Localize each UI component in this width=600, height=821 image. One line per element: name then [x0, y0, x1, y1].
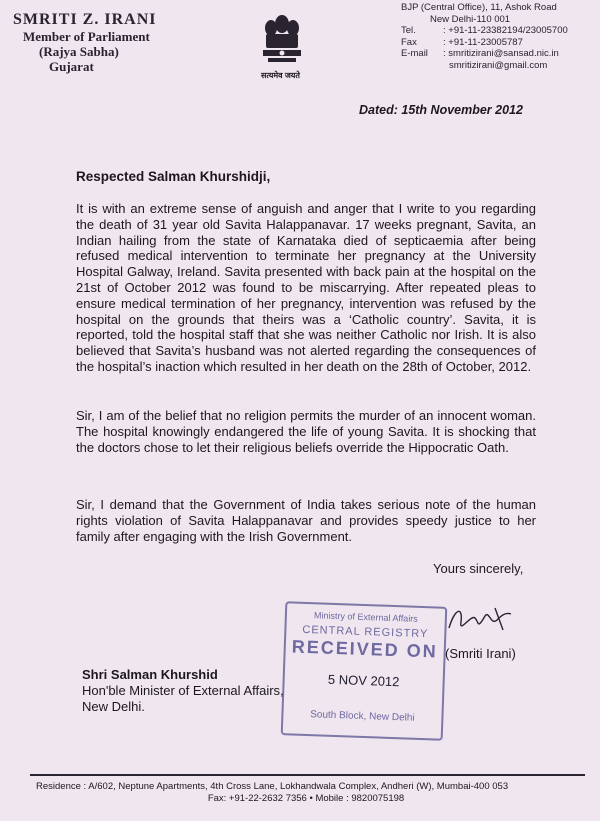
sender-name: SMRITI Z. IRANI — [13, 11, 157, 28]
recipient-city: New Delhi. — [82, 699, 145, 714]
paragraph-2: Sir, I am of the belief that no religion permits the murder of an innocent woman. The hospital knowingly endangered the life of young Savita. It is shocking that the doctors chose to let their religious beliefs override the Hippocratic Oath. — [76, 408, 536, 455]
closing: Yours sincerely, — [433, 561, 524, 576]
recipient-title: Hon'ble Minister of External Affairs, — [82, 683, 284, 698]
email-value-1: : smritizirani@sansad.nic.in — [443, 48, 559, 59]
stamp-date: 5 NOV 2012 — [327, 671, 400, 690]
contact-city: New Delhi-110 001 — [430, 13, 511, 25]
contact-block — [401, 2, 568, 71]
recipient-block — [82, 667, 284, 715]
sender-house: (Rajya Sabha) — [39, 44, 119, 59]
contact-office: BJP (Central Office), 11, Ashok Road — [401, 2, 557, 13]
emblem-motto: सत्यमेव जयते — [261, 71, 300, 80]
fax-value: : +91-11-23005787 — [443, 36, 523, 48]
tel-value: : +91-11-23382194/23005700 — [443, 25, 568, 36]
paragraph-3: Sir, I demand that the Government of India takes serious note of the human rights violation of Savita Halappanavar and provides speedy justice to her family after engaging with the Irish Government. — [76, 497, 536, 544]
stamp-ministry: Ministry of External Affairs — [313, 610, 418, 624]
recipient-name: Shri Salman Khurshid — [82, 667, 218, 682]
stamp-place: South Block, New Delhi — [310, 709, 415, 724]
salutation: Respected Salman Khurshidji, — [76, 169, 271, 184]
tel-label: Tel. — [401, 25, 416, 36]
sender-state: Gujarat — [49, 59, 94, 74]
email-value-2: smritizirani@gmail.com — [449, 59, 548, 71]
sender-block — [13, 10, 156, 74]
stamp-registry: CENTRAL REGISTRY — [302, 623, 429, 641]
paragraph-1: It is with an extreme sense of anguish and anger that I write to you regarding the death of 31 year old Savita Halappanavar. 17 weeks pregnant, Savita, an Indian hailing from the state of Karnataka died of septicaemia after being refused medical intervention to terminate her pregnancy at the University Hospital Galway, Ireland. Savita presented with back pain at the hospital on the 21st of October 2012 was found to be miscarrying. After repeated pleas to ensure medical termination of her pregnancy, intervention was refused by the hospital on the grounds that theirs was a ‘Catholic country’. Savita, it is reported, told the hospital staff that she was neither Catholic nor Irish. It is also believed that Savita’s husband was not alerted regarding the consequences of the hospital’s inaction which resulted in her death on the 28th of October, 2012. — [76, 201, 536, 374]
stamp-received: RECEIVED ON — [291, 636, 439, 662]
footer-divider — [30, 774, 585, 776]
footer — [36, 781, 576, 805]
signatory-name: (Smriti Irani) — [445, 646, 516, 661]
letter-date: Dated: 15th November 2012 — [359, 103, 523, 117]
footer-fax-mobile: Fax: +91-22-2632 7356 • Mobile : 9820075198 — [207, 793, 405, 804]
email-label: E-mail — [401, 48, 428, 59]
fax-label: Fax — [401, 36, 417, 48]
received-stamp — [281, 601, 448, 741]
sender-title: Member of Parliament — [23, 29, 150, 44]
signature-icon — [445, 600, 525, 640]
footer-residence: Residence : A/602, Neptune Apartments, 4th Cross Lane, Lokhandwala Complex, Andheri (W), Mumbai-400 053 — [36, 781, 509, 792]
